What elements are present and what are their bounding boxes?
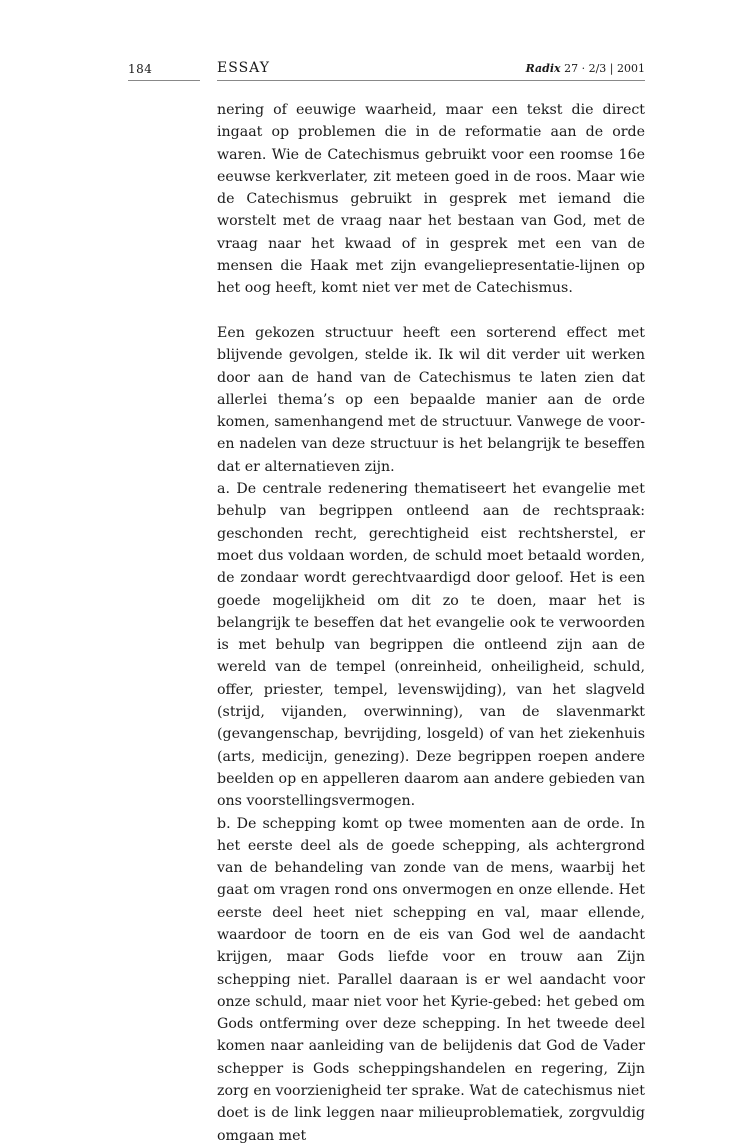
header-rule-main <box>217 80 645 81</box>
journal-name: Radix <box>525 62 561 75</box>
paragraph-structure: Een gekozen structuur heeft een sorterend effect met blijvende gevolgen, stelde ik. Ik wil dit verder uit werken door aan de hand van de Catechismus te laten zien dat allerlei thema’s op een bepaalde manier aan de orde komen, samenhangend met de structuur. Vanwege de voor- en nadelen van deze structuur is het belangrijk te beseffen dat er alternatieven zijn. <box>217 324 645 475</box>
section-title: ESSAY <box>217 60 270 76</box>
page-number: 184 <box>128 62 153 76</box>
body-text <box>217 99 645 1147</box>
header-rule-left <box>128 80 200 81</box>
journal-info <box>526 62 645 75</box>
paragraph-point-a: a. De centrale redenering thematiseert het evangelie met behulp van begrippen ontleend aan de rechtspraak: geschonden recht, gerechtigheid eist rechtsherstel, er moet dus voldaan worden, de schuld moet betaald worden, de zondaar wordt gerechtvaardigd door geloof. Het is een goede mogelijkheid om dit zo te doen, maar het is belangrijk te beseffen dat het evangelie ook te verwoorden is met behulp van begrippen die ontleend zijn aan de wereld van de tempel (onreinheid, onheiligheid, schuld, offer, priester, tempel, levenswijding), van het slagveld (strijd, vijanden, overwinning), van de slavenmarkt (gevangenschap, bevrijding, losgeld) of van het ziekenhuis (arts, medicijn, genezing). Deze begrippen roepen andere beelden op en appelleren daarom aan andere gebieden van ons voorstellingsvermogen. <box>217 481 645 810</box>
journal-issue: 27 · 2/3 | 2001 <box>564 62 645 75</box>
paragraph-point-b: b. De schepping komt op twee momenten aan de orde. In het eerste deel als de goede schepping, als achtergrond van de behandeling van zonde van de mens, waarbij het gaat om vragen rond ons onvermogen en onze ellende. Het eerste deel heet niet schepping en val, maar ellende, waardoor de toorn en de eis van God wel de aandacht krijgen, maar Gods liefde voor en trouw aan Zijn schepping niet. Parallel daaraan is er wel aandacht voor onze schuld, maar niet voor het Kyrie-gebed: het gebed om Gods ontferming over deze schepping. In het tweede deel komen naar aanleiding van de belijdenis dat God de Vader schepper is Gods scheppingshandelen en regering, Zijn zorg en voorzienigheid ter sprake. Wat de catechismus niet doet is de link leggen naar milieuproblematiek, zorgvuldig omgaan met <box>217 815 645 1144</box>
paragraph-continued: nering of eeuwige waarheid, maar een tekst die direct ingaat op problemen die in de reformatie aan de orde waren. Wie de Catechismus gebruikt voor een roomse 16e eeuwse kerkverlater, zit meteen goed in de roos. Maar wie de Catechismus gebruikt in gesprek met iemand die worstelt met de vraag naar het bestaan van God, met de vraag naar het kwaad of in gesprek met een van de mensen die Haak met zijn evangeliepresentatie-lijnen op het oog heeft, komt niet ver met de Catechismus. <box>217 102 645 297</box>
